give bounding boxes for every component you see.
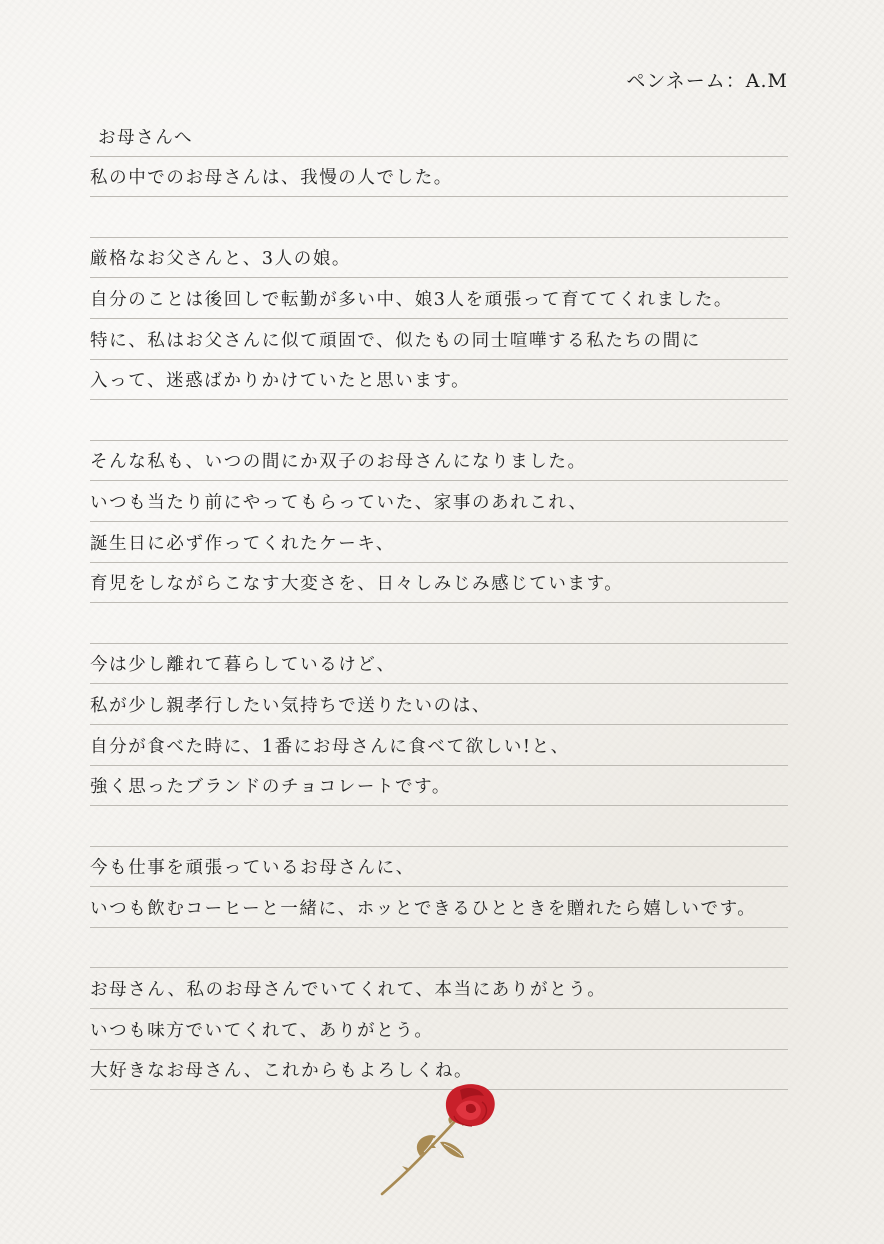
- letter-line: 今も仕事を頑張っているお母さんに、: [90, 847, 788, 888]
- letter-line: そんな私も、いつの間にか双子のお母さんになりました。: [90, 441, 788, 482]
- letter-line: 私が少し親孝行したい気持ちで送りたいのは、: [90, 684, 788, 725]
- letter-line: [90, 806, 788, 847]
- letter-line: 育児をしながらこなす大変さを、日々しみじみ感じています。: [90, 563, 788, 604]
- rose-icon: [370, 1080, 510, 1200]
- letter-line: [90, 603, 788, 644]
- letter-line: [90, 400, 788, 441]
- letter-line: 私の中でのお母さんは、我慢の人でした。: [90, 157, 788, 198]
- letter-line: 自分が食べた時に、1番にお母さんに食べて欲しい!と、: [90, 725, 788, 766]
- letter-line: いつも味方でいてくれて、ありがとう。: [90, 1009, 788, 1050]
- letter-line: 今は少し離れて暮らしているけど、: [90, 644, 788, 685]
- letter-line: 入って、迷惑ばかりかけていたと思います。: [90, 360, 788, 401]
- pen-name: ペンネーム：A.M: [626, 70, 788, 92]
- letter-line: お母さん、私のお母さんでいてくれて、本当にありがとう。: [90, 968, 788, 1009]
- letter-line: 自分のことは後回しで転勤が多い中、娘3人を頑張って育ててくれました。: [90, 278, 788, 319]
- letter-line: 強く思ったブランドのチョコレートです。: [90, 766, 788, 807]
- letter-line: 厳格なお父さんと、3人の娘。: [90, 238, 788, 279]
- letter-line: [90, 197, 788, 238]
- letter-line: 大好きなお母さん、これからもよろしくね。: [90, 1050, 788, 1091]
- letter-line: 誕生日に必ず作ってくれたケーキ、: [90, 522, 788, 563]
- letter-line: いつも飲むコーヒーと一緒に、ホッとできるひとときを贈れたら嬉しいです。: [90, 887, 788, 928]
- letter-body: [90, 116, 788, 1090]
- salutation: お母さんへ: [90, 116, 788, 157]
- letter-line: 特に、私はお父さんに似て頑固で、似たもの同士喧嘩する私たちの間に: [90, 319, 788, 360]
- letter-line: [90, 928, 788, 969]
- letter-line: いつも当たり前にやってもらっていた、家事のあれこれ、: [90, 481, 788, 522]
